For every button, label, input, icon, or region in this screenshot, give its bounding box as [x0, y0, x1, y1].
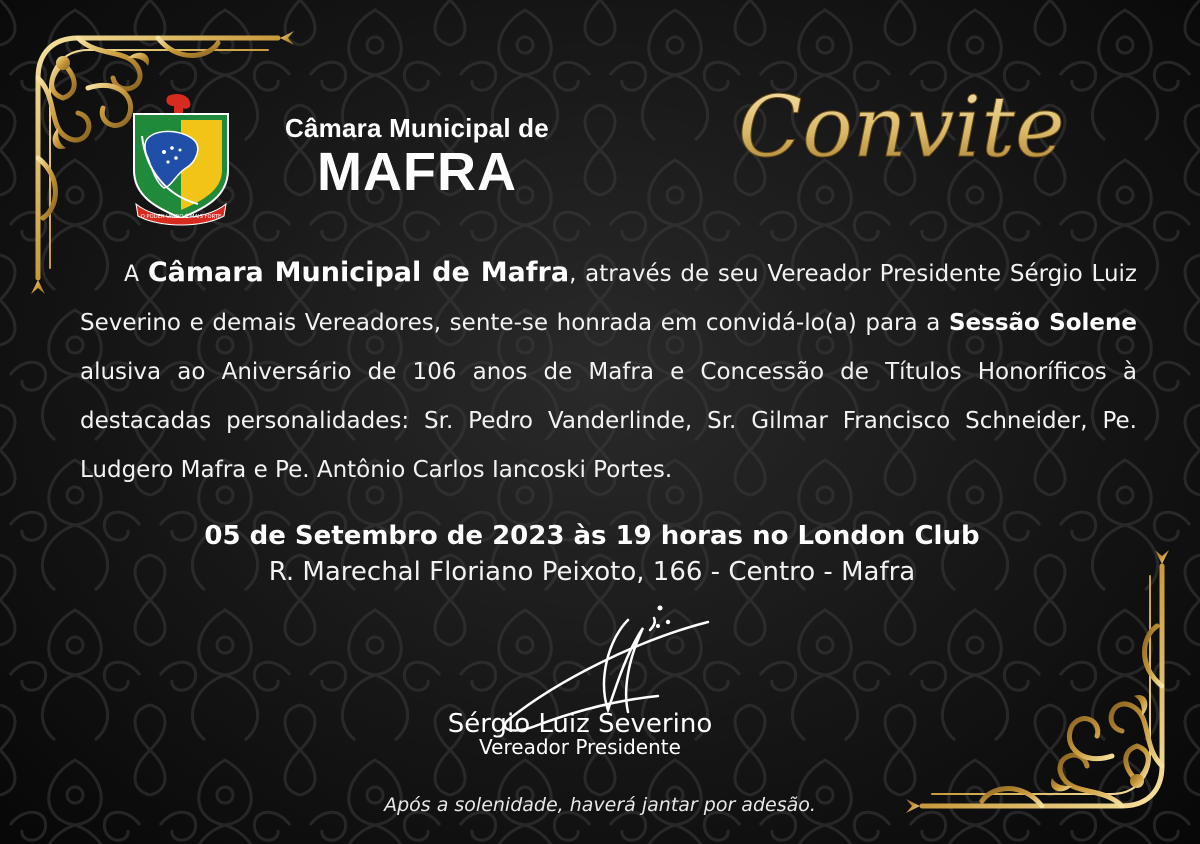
footer-note: Após a solenidade, haverá jantar por adesão. [384, 794, 816, 816]
convite-text: Convite [738, 78, 1065, 176]
event-date: 05 de Setembro de 2023 às 19 horas no London Club [204, 521, 980, 551]
institution-title [262, 112, 572, 200]
intro-org: Câmara Municipal de Mafra [147, 257, 570, 288]
invitation-body [80, 248, 1137, 495]
signer-name: Sérgio Luiz Severino [447, 709, 713, 739]
title-line-1: Câmara Municipal de [285, 113, 549, 143]
signature-block [420, 708, 740, 758]
crest-motto: O PODER UNIDO É MAIS FORTE [140, 214, 222, 220]
title-line-2: MAFRA [317, 142, 517, 202]
event-info [80, 516, 1104, 588]
convite-heading [728, 56, 1068, 186]
signer-role: Vereador Presidente [479, 735, 681, 759]
municipal-coat-of-arms-icon [128, 92, 234, 230]
intro-rest: , através de seu Vereador Presidente Sérgio Luiz Severino e demais Vereadores, sente-se honrada em convidá-lo(a) para a [80, 261, 1137, 336]
corner-ornament-bottom-right [902, 546, 1182, 826]
session-rest: alusiva ao Aniversário de 106 anos de Mafra e Concessão de Títulos Honoríficos à destacadas personalidades: Sr. Pedro Vanderlinde, Sr. Gilmar Francisco Schneider, Pe. Ludgero Mafra e Pe. Antônio Carlos Iancoski Portes. [80, 359, 1137, 483]
event-address: R. Marechal Floriano Peixoto, 166 - Centro - Mafra [268, 557, 916, 587]
session-name: Sessão Solene [948, 310, 1138, 336]
intro-article: A [123, 262, 140, 287]
